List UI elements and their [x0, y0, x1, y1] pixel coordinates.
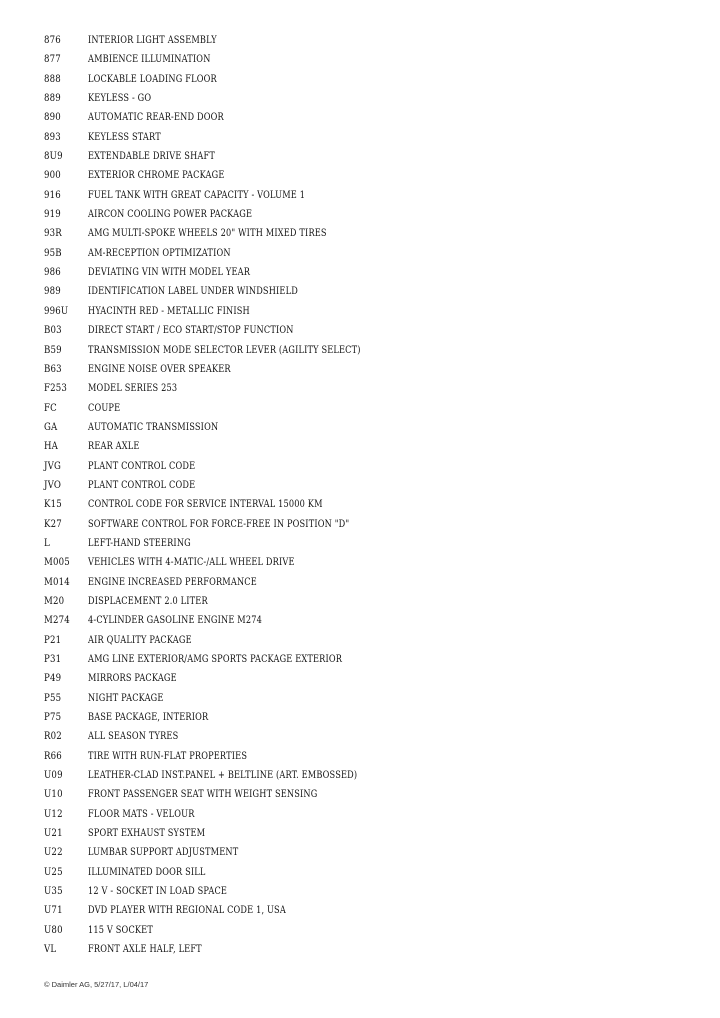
option-row — [0, 31, 720, 50]
option-description: ILLUMINATED DOOR SILL — [88, 866, 206, 878]
option-code: U25 — [44, 866, 63, 878]
option-row — [0, 824, 720, 843]
option-row — [0, 89, 720, 108]
option-description: REAR AXLE — [88, 441, 140, 453]
option-row — [0, 205, 720, 224]
option-description: AMG MULTI-SPOKE WHEELS 20" WITH MIXED TIRES — [88, 228, 327, 240]
option-row — [0, 573, 720, 592]
option-row — [0, 302, 720, 321]
option-code: 93R — [44, 228, 62, 240]
option-row — [0, 805, 720, 824]
option-description: EXTENDABLE DRIVE SHAFT — [88, 151, 215, 163]
option-description: PLANT CONTROL CODE — [88, 479, 196, 491]
option-description: FLOOR MATS - VELOUR — [88, 808, 195, 820]
option-row — [0, 476, 720, 495]
option-row — [0, 708, 720, 727]
option-code: 900 — [44, 170, 61, 182]
option-row — [0, 399, 720, 418]
option-row — [0, 611, 720, 630]
option-description: MODEL SERIES 253 — [88, 383, 178, 395]
option-description: ALL SEASON TYRES — [88, 731, 179, 743]
option-code: K27 — [44, 518, 62, 530]
option-code: R66 — [44, 750, 62, 762]
option-code: U21 — [44, 828, 63, 840]
option-code: F253 — [44, 383, 68, 395]
option-description: FRONT PASSENGER SEAT WITH WEIGHT SENSING — [88, 789, 318, 801]
option-code: 888 — [44, 73, 61, 85]
option-code: M014 — [44, 576, 70, 588]
option-description: LUMBAR SUPPORT ADJUSTMENT — [88, 847, 239, 859]
option-description: FRONT AXLE HALF, LEFT — [88, 944, 202, 956]
option-row — [0, 534, 720, 553]
option-code: 877 — [44, 54, 61, 66]
option-code: GA — [44, 421, 58, 433]
option-description: AUTOMATIC REAR-END DOOR — [88, 112, 224, 124]
option-row — [0, 495, 720, 514]
option-row — [0, 785, 720, 804]
option-row — [0, 108, 720, 127]
option-row — [0, 592, 720, 611]
option-code: M20 — [44, 595, 65, 607]
option-code: 889 — [44, 93, 61, 105]
option-code: U22 — [44, 847, 63, 859]
option-code: P75 — [44, 712, 62, 724]
option-row — [0, 166, 720, 185]
option-description: DISPLACEMENT 2.0 LITER — [88, 595, 208, 607]
option-row — [0, 940, 720, 959]
option-code: M005 — [44, 557, 70, 569]
option-code-list — [0, 31, 720, 960]
option-description: AIRCON COOLING POWER PACKAGE — [88, 209, 253, 221]
option-description: BASE PACKAGE, INTERIOR — [88, 712, 209, 724]
option-code: FC — [44, 402, 57, 414]
option-description: 4-CYLINDER GASOLINE ENGINE M274 — [88, 615, 262, 627]
option-description: AUTOMATIC TRANSMISSION — [88, 421, 219, 433]
option-row — [0, 341, 720, 360]
option-row — [0, 70, 720, 89]
option-code: 876 — [44, 35, 61, 46]
option-description: AM-RECEPTION OPTIMIZATION — [88, 247, 231, 259]
option-description: ENGINE NOISE OVER SPEAKER — [88, 363, 231, 375]
option-description: TIRE WITH RUN-FLAT PROPERTIES — [88, 750, 248, 762]
option-row — [0, 263, 720, 282]
option-description: HYACINTH RED - METALLIC FINISH — [88, 305, 250, 317]
option-code: U35 — [44, 886, 63, 898]
option-description: PLANT CONTROL CODE — [88, 460, 196, 472]
option-code: 8U9 — [44, 151, 63, 163]
option-description: KEYLESS - GO — [88, 93, 152, 105]
option-code: L — [44, 537, 50, 549]
option-row — [0, 224, 720, 243]
option-code: 95B — [44, 247, 62, 259]
option-code: B03 — [44, 325, 62, 337]
option-description: AMBIENCE ILLUMINATION — [88, 54, 211, 66]
option-row — [0, 669, 720, 688]
option-description: KEYLESS START — [88, 131, 161, 143]
copyright-footer: © Daimler AG, 5/27/17, L/04/17 — [44, 980, 149, 989]
option-code: K15 — [44, 499, 62, 511]
option-description: AMG LINE EXTERIOR/AMG SPORTS PACKAGE EXTERIOR — [88, 654, 343, 665]
option-description: 12 V - SOCKET IN LOAD SPACE — [88, 886, 228, 898]
option-code: P21 — [44, 634, 62, 646]
option-code: U80 — [44, 924, 63, 936]
option-row — [0, 553, 720, 572]
option-description: DIRECT START / ECO START/STOP FUNCTION — [88, 325, 294, 337]
option-row — [0, 147, 720, 166]
option-code: 986 — [44, 267, 61, 279]
option-row — [0, 360, 720, 379]
option-code: M274 — [44, 615, 70, 627]
option-description: MIRRORS PACKAGE — [88, 673, 177, 685]
option-row — [0, 418, 720, 437]
option-row — [0, 650, 720, 669]
option-code: R02 — [44, 731, 62, 743]
option-description: EXTERIOR CHROME PACKAGE — [88, 170, 225, 182]
option-description: ENGINE INCREASED PERFORMANCE — [88, 576, 257, 588]
option-code: 989 — [44, 286, 61, 298]
option-description: CONTROL CODE FOR SERVICE INTERVAL 15000 KM — [88, 499, 323, 511]
option-description: INTERIOR LIGHT ASSEMBLY — [88, 35, 217, 46]
option-row — [0, 843, 720, 862]
option-code: 919 — [44, 209, 61, 221]
option-description: IDENTIFICATION LABEL UNDER WINDSHIELD — [88, 286, 298, 298]
option-row — [0, 515, 720, 534]
option-description: DEVIATING VIN WITH MODEL YEAR — [88, 267, 251, 279]
option-code: 893 — [44, 131, 61, 143]
option-row — [0, 689, 720, 708]
option-code: 996U — [44, 305, 69, 317]
option-code: U09 — [44, 770, 63, 782]
option-code: VL — [44, 944, 57, 956]
option-code: JVG — [44, 460, 62, 472]
option-row — [0, 766, 720, 785]
option-description: LEFT-HAND STEERING — [88, 537, 191, 549]
option-description: DVD PLAYER WITH REGIONAL CODE 1, USA — [88, 905, 286, 917]
option-row — [0, 321, 720, 340]
option-description: LOCKABLE LOADING FLOOR — [88, 73, 217, 85]
option-description: SOFTWARE CONTROL FOR FORCE-FREE IN POSITION "D" — [88, 518, 350, 530]
option-row — [0, 244, 720, 263]
option-row — [0, 747, 720, 766]
option-code: JVO — [44, 479, 62, 491]
option-description: FUEL TANK WITH GREAT CAPACITY - VOLUME 1 — [88, 189, 306, 201]
option-row — [0, 50, 720, 69]
option-code: 916 — [44, 189, 61, 201]
option-description: AIR QUALITY PACKAGE — [88, 634, 192, 646]
option-row — [0, 457, 720, 476]
option-description: 115 V SOCKET — [88, 924, 153, 936]
option-description: SPORT EXHAUST SYSTEM — [88, 828, 206, 840]
option-row — [0, 282, 720, 301]
option-row — [0, 631, 720, 650]
option-row — [0, 727, 720, 746]
option-description: TRANSMISSION MODE SELECTOR LEVER (AGILITY SELECT) — [88, 344, 361, 356]
option-code: P49 — [44, 673, 62, 685]
option-row — [0, 379, 720, 398]
option-description: VEHICLES WITH 4-MATIC-/ALL WHEEL DRIVE — [88, 557, 295, 569]
option-code: P55 — [44, 692, 62, 704]
option-row — [0, 901, 720, 920]
option-code: U71 — [44, 905, 63, 917]
option-code: 890 — [44, 112, 61, 124]
option-code: HA — [44, 441, 59, 453]
option-code: B63 — [44, 363, 62, 375]
option-description: COUPE — [88, 402, 121, 414]
option-code: U10 — [44, 789, 63, 801]
option-description: LEATHER-CLAD INST.PANEL + BELTLINE (ART. EMBOSSED) — [88, 770, 358, 782]
option-row — [0, 437, 720, 456]
option-row — [0, 863, 720, 882]
option-description: NIGHT PACKAGE — [88, 692, 164, 704]
option-code: B59 — [44, 344, 62, 356]
option-row — [0, 882, 720, 901]
option-row — [0, 921, 720, 940]
option-row — [0, 128, 720, 147]
option-code: P31 — [44, 654, 62, 665]
option-code: U12 — [44, 808, 63, 820]
option-row — [0, 186, 720, 205]
